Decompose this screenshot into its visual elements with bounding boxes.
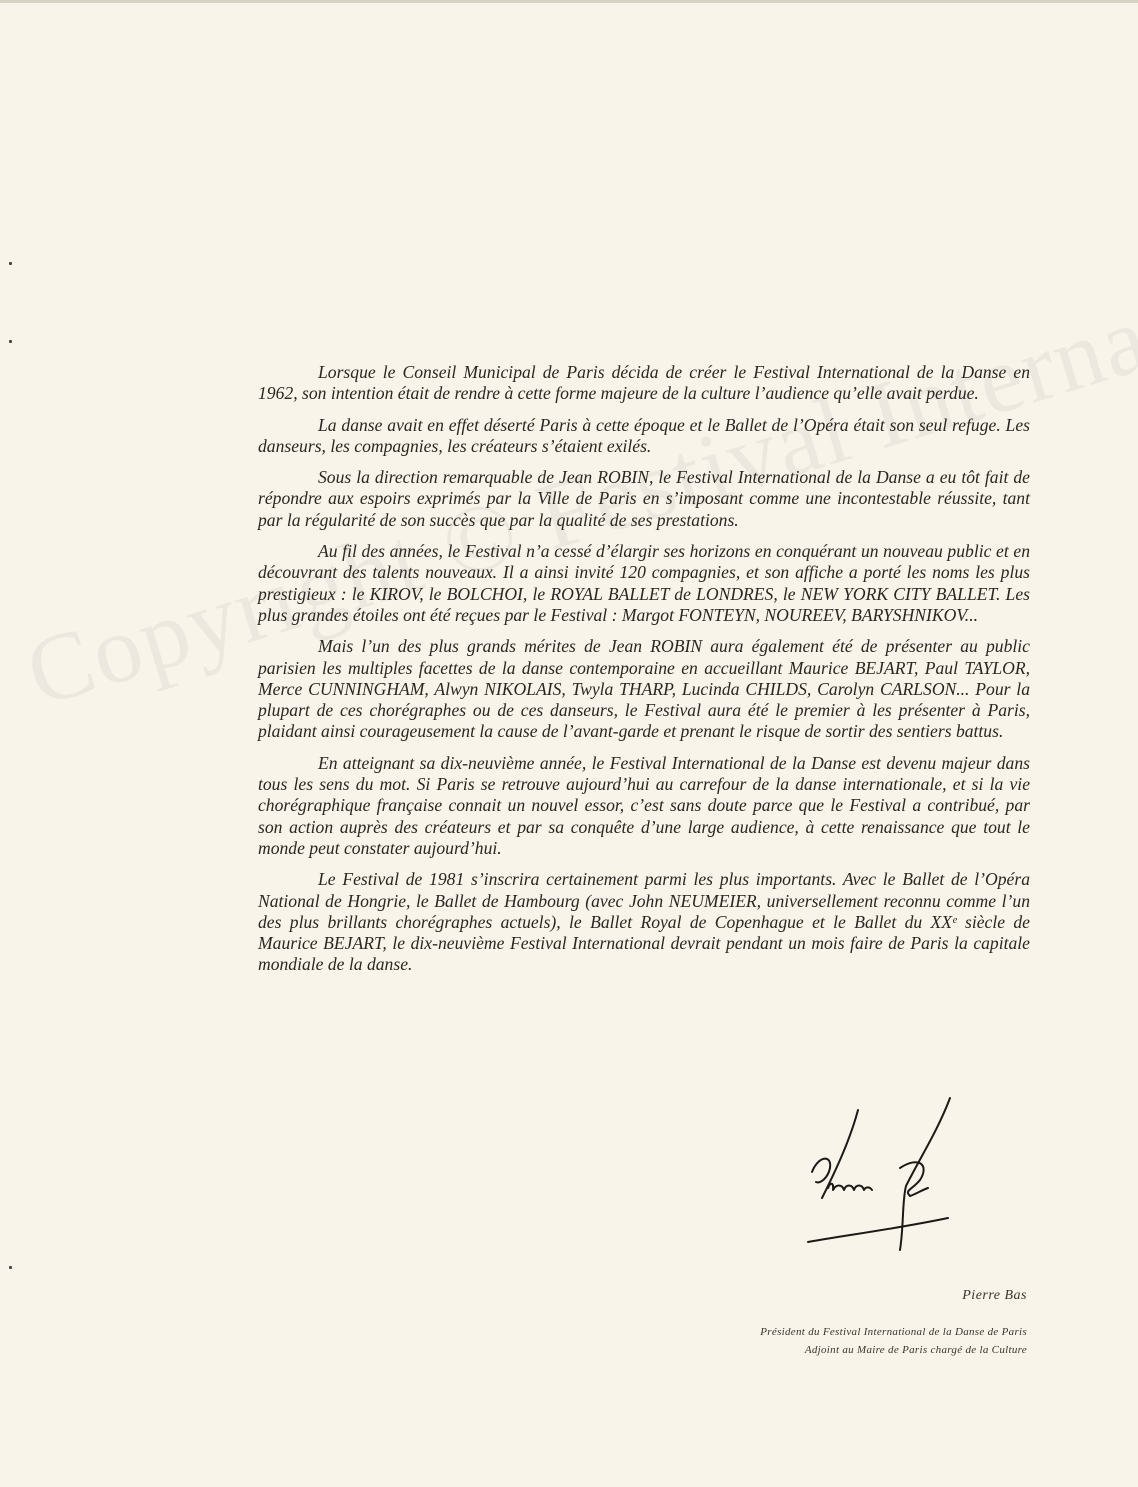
paragraph: Lorsque le Conseil Municipal de Paris décida de créer le Festival International de la Danse en 1962, son intention était de rendre à cette forme majeure de la culture l’audience qu’elle avait perdue. <box>258 362 1030 404</box>
signer-title: Président du Festival International de la Danse de Paris <box>760 1326 1027 1338</box>
letter-body <box>258 362 1030 986</box>
signer-title: Adjoint au Maire de Paris chargé de la Culture <box>804 1344 1027 1356</box>
page-top-edge <box>0 0 1138 3</box>
paragraph: Sous la direction remarquable de Jean ROBIN, le Festival International de la Danse a eu tôt fait de répondre aux espoirs exprimés par la Ville de Paris en s’imposant comme une incontestable réussite, tant par la régularité de son succès que par la qualité de ses prestations. <box>258 467 1030 530</box>
paragraph: Au fil des années, le Festival n’a cessé d’élargir ses horizons en conquérant un nouveau public et en découvrant des talents nouveaux. Il a ainsi invité 120 compagnies, et son affiche a porté les noms les plus prestigieux : le KIROV, le BOLCHOI, le ROYAL BALLET de LONDRES, le NEW YORK CITY BALLET. Les plus grandes étoiles ont été reçues par le Festival : Margot FONTEYN, NOUREEV, BARYSHNIKOV... <box>258 541 1030 625</box>
signer-name: Pierre Bas <box>962 1288 1027 1303</box>
paragraph: La danse avait en effet déserté Paris à cette époque et le Ballet de l’Opéra était son seul refuge. Les danseurs, les compagnies, les créateurs s’étaient exilés. <box>258 414 1030 456</box>
paragraph: Le Festival de 1981 s’inscrira certainement parmi les plus importants. Avec le Ballet de l’Opéra National de Hongrie, le Ballet de Hambourg (avec John NEUMEIER, universellement reconnu comme l’un des plus brillants chorégraphes actuels), le Ballet Royal de Copenhague et le Ballet du XXᵉ siècle de Maurice BEJART, le dix-neuvième Festival International devrait pendant un mois faire de Paris la capitale mondiale de la danse. <box>258 869 1030 975</box>
paragraph: En atteignant sa dix-neuvième année, le Festival International de la Danse est devenu majeur dans tous les sens du mot. Si Paris se retrouve aujourd’hui au carrefour de la danse internationale, et si la vie chorégraphique française connait un nouvel essor, c’est sans doute parce que le Festival a contribué, par son action auprès des créateurs et par sa conquête d’une large audience, à cette renaissance que tout le monde peut constater aujourd’hui. <box>258 752 1030 858</box>
margin-speck <box>9 340 12 343</box>
handwritten-signature <box>800 1090 970 1260</box>
margin-speck <box>9 1266 12 1269</box>
margin-speck <box>9 262 12 265</box>
paragraph: Mais l’un des plus grands mérites de Jean ROBIN aura également été de présenter au public parisien les multiples facettes de la danse contemporaine en accueillant Maurice BEJART, Paul TAYLOR, Merce CUNNINGHAM, Alwyn NIKOLAIS, Twyla THARP, Lucinda CHILDS, Carolyn CARLSON... Pour la plupart de ces chorégraphes ou de ces danseurs, le Festival aura été le premier à les présenter à Paris, plaidant ainsi courageusement la cause de l’avant-garde et prenant le risque de sortir des sentiers battus. <box>258 636 1030 742</box>
